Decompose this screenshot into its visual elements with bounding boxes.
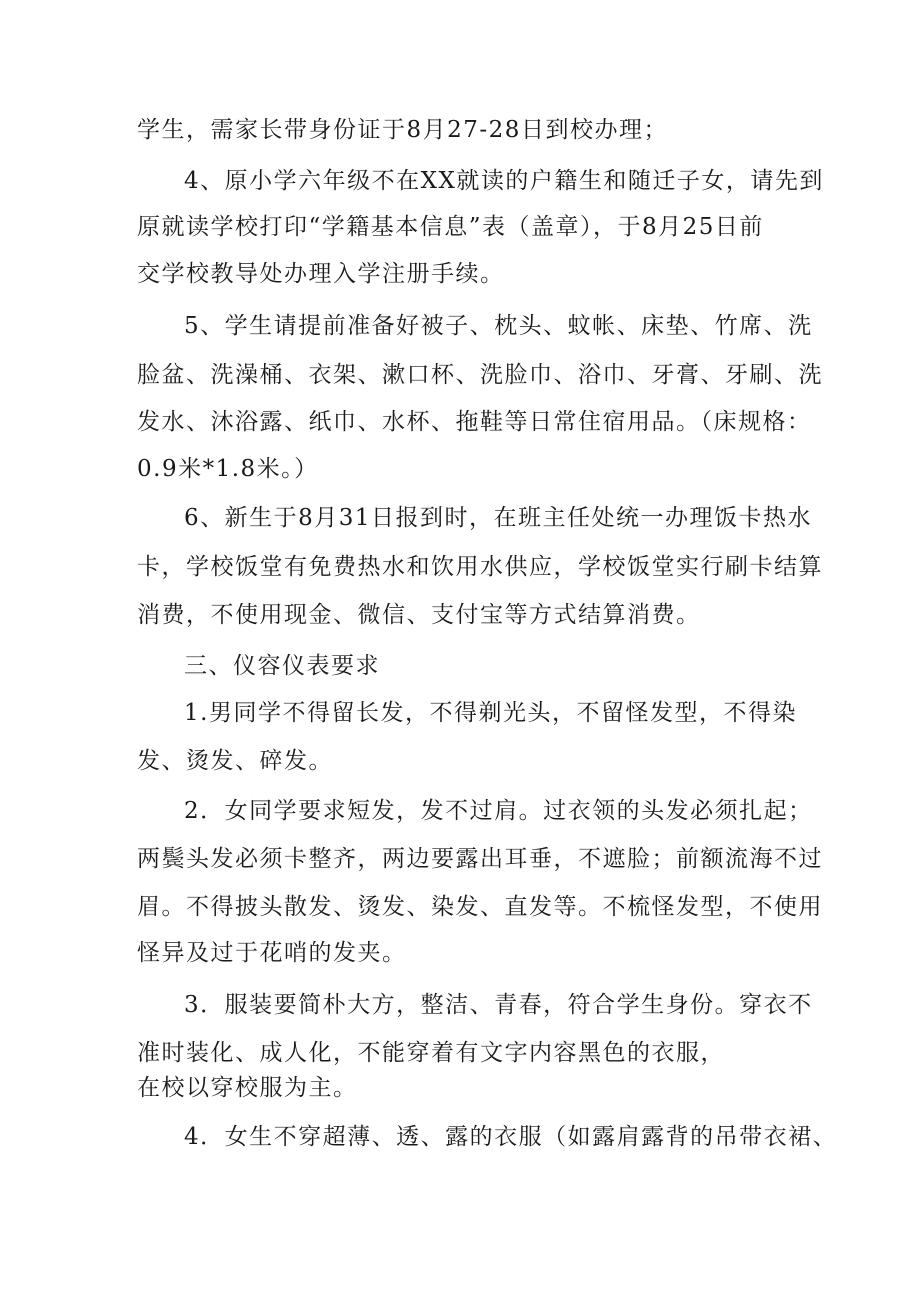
paragraph-line: 脸盆、洗澡桶、衣架、漱口杯、洗脸巾、浴巾、牙膏、牙刷、洗 [137,362,823,388]
paragraph-line: 准时装化、成人化，不能穿着有文字内容黑色的衣服， [137,1040,725,1066]
paragraph-line: 4．女生不穿超薄、透、露的衣服（如露肩露背的吊带衣裙、 [184,1124,838,1150]
paragraph-line: 眉。不得披头散发、烫发、染发、直发等。不梳怪发型，不使用 [137,894,823,920]
paragraph-line: 在校以穿校服为主。 [137,1075,358,1101]
paragraph-line: 3．服装要简朴大方，整洁、青春，符合学生身份。穿衣不 [184,992,813,1018]
paragraph-line: 6、新生于8月31日报到时，在班主任处统一办理饭卡热水 [184,505,813,531]
paragraph-line: 交学校教导处办理入学注册手续。 [137,261,505,287]
paragraph-line: 1.男同学不得留长发，不得剃光头，不留怪发型，不得染 [184,700,797,726]
paragraph-line: 4、原小学六年级不在XX就读的户籍生和随迁子女，请先到 [184,168,824,194]
paragraph-line: 原就读学校打印“学籍基本信息”表（盖章），于8月25日前 [137,214,764,240]
paragraph-line: 消费，不使用现金、微信、支付宝等方式结算消费。 [137,602,701,628]
paragraph-line: 两鬓头发必须卡整齐，两边要露出耳垂，不遮脸；前额流海不过 [137,846,823,872]
paragraph-line: 5、学生请提前准备好被子、枕头、蚊帐、床垫、竹席、洗 [184,313,813,339]
paragraph-line: 怪异及过于花哨的发夹。 [137,940,407,966]
paragraph-line: 发水、沐浴露、纸巾、水杯、拖鞋等日常住宿用品。（床规格： [137,409,812,435]
paragraph-line: 2．女同学要求短发，发不过肩。过衣领的头发必须扎起； [184,798,813,824]
paragraph-line: 发、烫发、碎发。 [137,748,333,774]
paragraph-line: 卡，学校饭堂有免费热水和饮用水供应，学校饭堂实行刷卡结算 [137,554,823,580]
paragraph-line: 0.9米*1.8米。） [137,456,319,482]
section-heading: 三、仪容仪表要求 [184,653,380,679]
paragraph-line: 学生，需家长带身份证于8月27-28日到校办理； [137,117,668,143]
